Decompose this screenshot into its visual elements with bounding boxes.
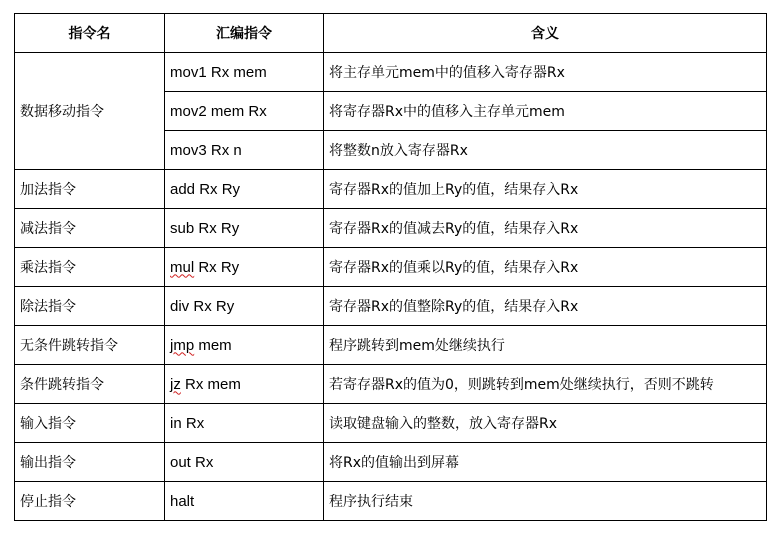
table-row — [15, 209, 767, 248]
table-row — [15, 170, 767, 209]
meaning-cell: 将Rx的值输出到屏幕 — [324, 443, 767, 482]
operands: Rx mem — [180, 375, 241, 393]
meaning-cell: 寄存器Rx的值加上Ry的值，结果存入Rx — [324, 170, 767, 209]
header-meaning: 含义 — [324, 14, 767, 53]
instruction-name-cell: 加法指令 — [15, 170, 165, 209]
assembly-cell — [165, 482, 324, 521]
operands: Rx Ry — [194, 219, 240, 237]
assembly-cell — [165, 170, 324, 209]
assembly-cell — [165, 404, 324, 443]
assembly-cell — [165, 326, 324, 365]
assembly-cell — [165, 287, 324, 326]
meaning-cell: 将主存单元mem中的值移入寄存器Rx — [324, 53, 767, 92]
instruction-table — [14, 13, 767, 521]
instruction-name-cell: 停止指令 — [15, 482, 165, 521]
opcode: mul — [170, 258, 195, 276]
opcode: mov3 — [170, 141, 207, 159]
opcode: jz — [170, 375, 181, 393]
assembly-cell — [165, 443, 324, 482]
instruction-name-cell: 输出指令 — [15, 443, 165, 482]
opcode: mov2 — [170, 102, 207, 120]
instruction-name-cell: 条件跳转指令 — [15, 365, 165, 404]
opcode: in — [170, 414, 182, 432]
header-row — [15, 14, 767, 53]
meaning-cell: 读取键盘输入的整数，放入寄存器Rx — [324, 404, 767, 443]
meaning-cell: 将整数n放入寄存器Rx — [324, 131, 767, 170]
table-row — [15, 443, 767, 482]
table-row — [15, 53, 767, 92]
operands: Rx Ry — [194, 258, 240, 276]
operands: mem — [194, 336, 232, 354]
operands: Rx mem — [206, 63, 267, 81]
instruction-name-cell: 乘法指令 — [15, 248, 165, 287]
header-assembly-instruction: 汇编指令 — [165, 14, 324, 53]
instruction-name-cell: 除法指令 — [15, 287, 165, 326]
opcode: div — [170, 297, 190, 315]
assembly-cell — [165, 92, 324, 131]
opcode: out — [170, 453, 191, 471]
instruction-name-cell: 输入指令 — [15, 404, 165, 443]
instruction-name-cell: 减法指令 — [15, 209, 165, 248]
assembly-cell — [165, 131, 324, 170]
meaning-cell: 寄存器Rx的值乘以Ry的值，结果存入Rx — [324, 248, 767, 287]
operands: Rx — [181, 414, 205, 432]
operands: Rx Ry — [195, 180, 241, 198]
meaning-cell: 寄存器Rx的值减去Ry的值，结果存入Rx — [324, 209, 767, 248]
opcode: jmp — [170, 336, 195, 354]
table-row — [15, 326, 767, 365]
operands: mem Rx — [206, 102, 267, 120]
table-row — [15, 404, 767, 443]
table-row — [15, 482, 767, 521]
opcode: sub — [170, 219, 195, 237]
header-instruction-name: 指令名 — [15, 14, 165, 53]
table-row — [15, 287, 767, 326]
opcode: halt — [170, 492, 195, 510]
assembly-cell — [165, 248, 324, 287]
table-row — [15, 365, 767, 404]
meaning-cell: 将寄存器Rx中的值移入主存单元mem — [324, 92, 767, 131]
instruction-name-cell: 无条件跳转指令 — [15, 326, 165, 365]
operands: Rx Ry — [189, 297, 235, 315]
meaning-cell: 若寄存器Rx的值为0，则跳转到mem处继续执行，否则不跳转 — [324, 365, 767, 404]
meaning-cell: 程序执行结束 — [324, 482, 767, 521]
assembly-cell — [165, 365, 324, 404]
operands: Rx — [190, 453, 214, 471]
instruction-name-cell: 数据移动指令 — [15, 53, 165, 170]
opcode: mov1 — [170, 63, 207, 81]
opcode: add — [170, 180, 196, 198]
meaning-cell: 寄存器Rx的值整除Ry的值，结果存入Rx — [324, 287, 767, 326]
operands: Rx n — [206, 141, 242, 159]
assembly-cell — [165, 53, 324, 92]
meaning-cell: 程序跳转到mem处继续执行 — [324, 326, 767, 365]
table-row — [15, 248, 767, 287]
assembly-cell — [165, 209, 324, 248]
